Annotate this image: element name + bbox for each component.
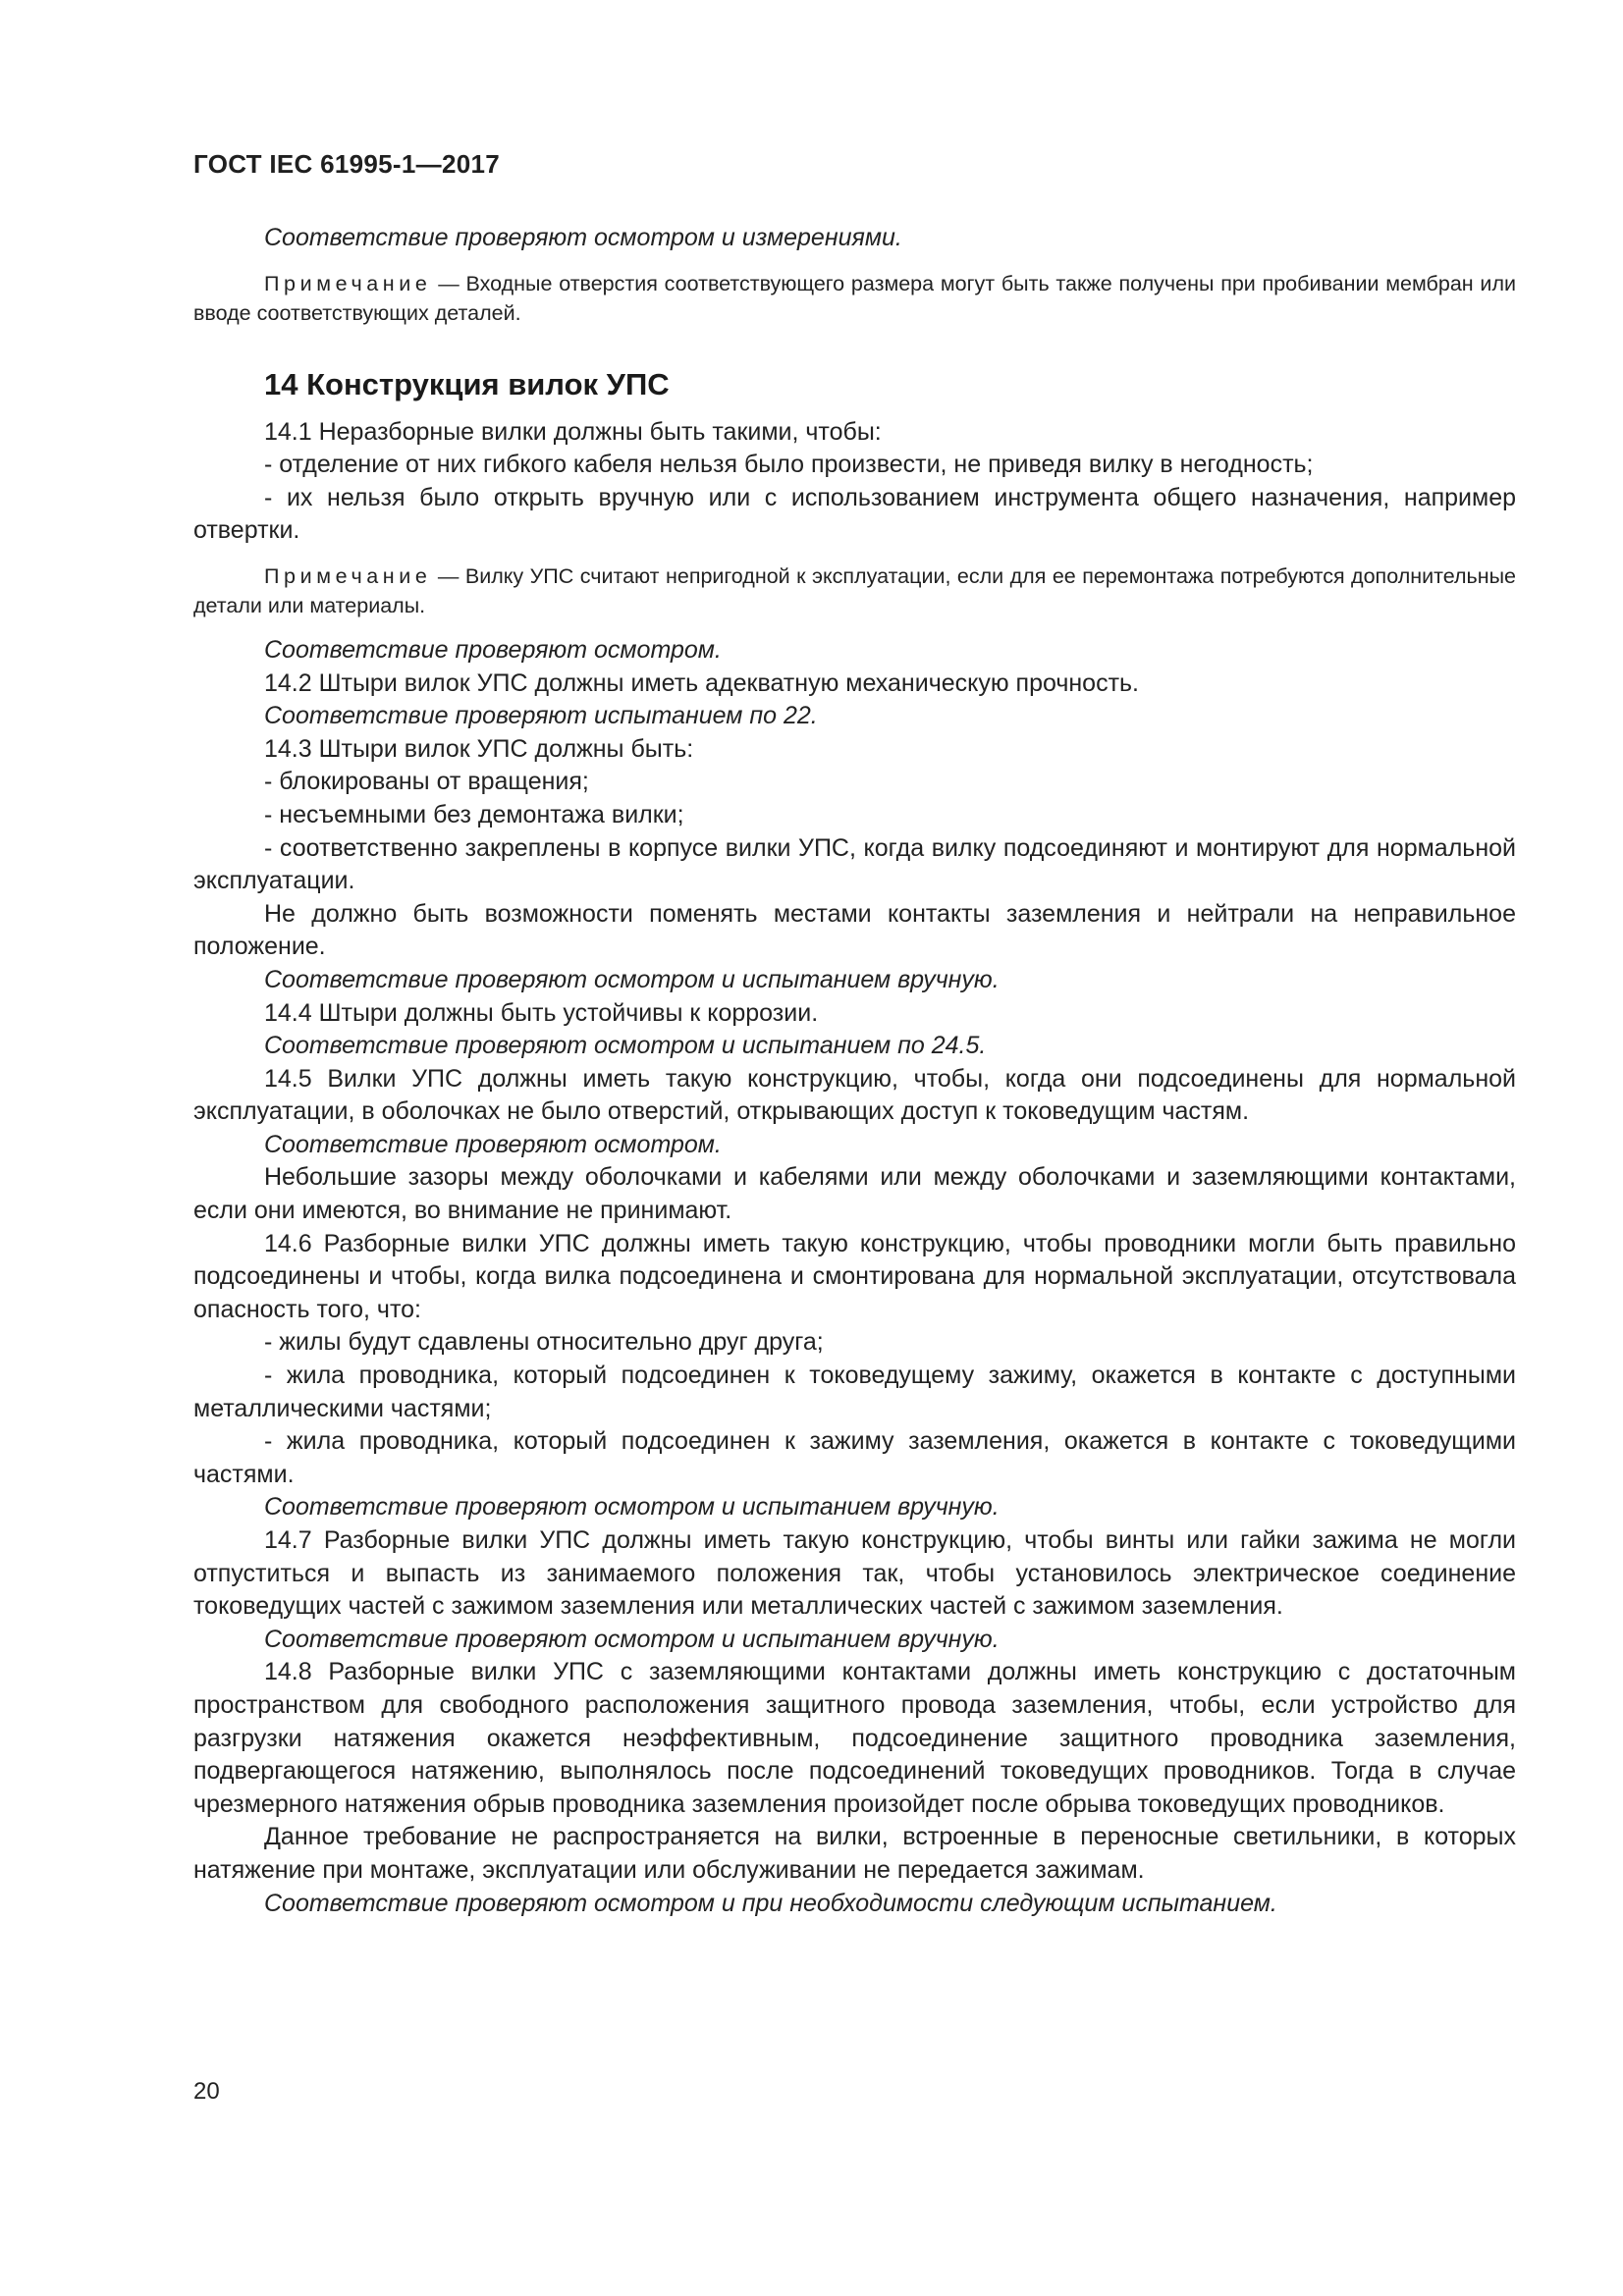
conformity-check: Соответствие проверяют осмотром и испытанием вручную. (264, 1493, 1000, 1522)
clause-paragraph: Небольшие зазоры между оболочками и кабелями или между оболочками и заземляющими контактами, если они имеются, во внимание не принимают. (193, 1163, 1516, 1225)
conformity-check: Соответствие проверяют осмотром. (264, 1130, 722, 1158)
list-item: - жила проводника, который подсоединен к зажиму заземления, окажется в контакте с токоведущими частями. (193, 1427, 1516, 1488)
note (193, 269, 1516, 328)
clause-14-1: 14.1 Неразборные вилки должны быть такими, чтобы: (264, 417, 882, 446)
page-number: 20 (193, 2078, 220, 2105)
list-item: - их нельзя было открыть вручную или с использованием инструмента общего назначения, например отвертки. (193, 483, 1516, 545)
clause-14-3: 14.3 Штыри вилок УПС должны быть: (264, 734, 694, 763)
clause-paragraph: Не должно быть возможности поменять местами контакты заземления и нейтрали на неправильное положение. (193, 899, 1516, 961)
conformity-check: Соответствие проверяют осмотром и испытанием вручную. (264, 1625, 1000, 1653)
conformity-check: Соответствие проверяют осмотром и измерениями. (264, 224, 902, 251)
note-label: Примечание (264, 271, 432, 295)
conformity-check: Соответствие проверяют осмотром и испытанием вручную. (264, 965, 1000, 993)
clause-14-2: 14.2 Штыри вилок УПС должны иметь адекватную механическую прочность. (264, 668, 1139, 697)
list-item: - отделение от них гибкого кабеля нельзя было произвести, не приведя вилку в негодность; (264, 451, 1314, 479)
list-item: - жила проводника, который подсоединен к токоведущему зажиму, окажется в контакте с доступными металлическими частями; (193, 1362, 1516, 1422)
note-label: Примечание (264, 563, 432, 588)
conformity-check: Соответствие проверяют осмотром и при необходимости следующим испытанием. (264, 1889, 1277, 1917)
note (193, 561, 1516, 620)
list-item: - соответственно закреплены в корпусе вилки УПС, когда вилку подсоединяют и монтируют для нормальной эксплуатации. (193, 833, 1516, 895)
list-item: - блокированы от вращения; (264, 768, 589, 796)
conformity-check: Соответствие проверяют испытанием по 22. (264, 702, 818, 730)
clause-14-4: 14.4 Штыри должны быть устойчивы к коррозии. (264, 998, 819, 1027)
clause-14-8: 14.8 Разборные вилки УПС с заземляющими контактами должны иметь конструкцию с достаточным пространством для свободного расположения защитного провода заземления, чтобы, если устройство для разгрузки натяжения окажется неэффективным, подсоединение защитного проводника заземления, подвергающегося натяжению, выполнялось после подсоединений токоведущих проводников. Тогда в случае чрезмерного натяжения обрыв проводника заземления произойдет после обрыва токоведущих проводников. (193, 1658, 1516, 1818)
list-item: - несъемными без демонтажа вилки; (264, 800, 684, 828)
list-item: - жилы будут сдавлены относительно друг друга; (264, 1328, 824, 1357)
note-text: — Входные отверстия соответствующего размера могут быть также получены при пробивании мембран или вводе соответствующих деталей. (193, 271, 1516, 325)
clause-14-6: 14.6 Разборные вилки УПС должны иметь такую конструкцию, чтобы проводники могли быть правильно подсоединены и чтобы, когда вилка подсоединена и смонтирована для нормальной эксплуатации, отсутствовала опасность того, что: (193, 1229, 1516, 1323)
conformity-check: Соответствие проверяют осмотром и испытанием по 24.5. (264, 1032, 987, 1060)
clause-paragraph: Данное требование не распространяется на вилки, встроенные в переносные светильники, в которых натяжение при монтаже, эксплуатации или обслуживании не передается зажимам. (193, 1823, 1516, 1884)
page-content (193, 222, 1516, 1920)
standard-header: ГОСТ IEC 61995-1—2017 (193, 149, 500, 179)
section-heading: 14 Конструкция вилок УПС (264, 366, 670, 401)
note-text: — Вилку УПС считают непригодной к эксплуатации, если для ее перемонтажа потребуются дополнительные детали или материалы. (193, 563, 1516, 617)
conformity-check: Соответствие проверяют осмотром. (264, 635, 722, 664)
clause-14-5: 14.5 Вилки УПС должны иметь такую конструкцию, чтобы, когда они подсоединены для нормальной эксплуатации, в оболочках не было отверстий, открывающих доступ к токоведущим частям. (193, 1064, 1516, 1126)
clause-14-7: 14.7 Разборные вилки УПС должны иметь такую конструкцию, чтобы винты или гайки зажима не могли отпуститься и выпасть из занимаемого положения так, чтобы установилось электрическое соединение токоведущих частей с зажимом заземления или металлических частей с зажимом заземления. (193, 1526, 1516, 1621)
